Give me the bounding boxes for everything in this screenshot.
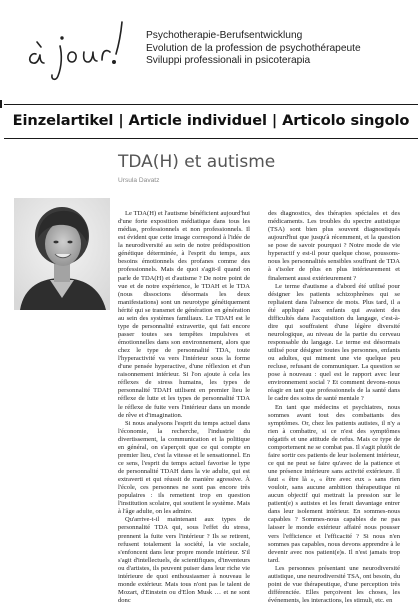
journal-line-it: Sviluppi professionali in psicoterapia	[146, 55, 311, 67]
article-type-banner: Einzelartikel | Article individuel | Articolo singolo	[12, 112, 410, 129]
article-body-left-column	[118, 210, 250, 604]
body-paragraph: Qu'arrive-t-il maintenant aux types de personnalité TDA qui, sous l'effet du stress, prennent la fuite vers l'intérieur ? Ils se retirent, refusent totalement la société, la vie sociale, s'enfoncent dans leur propre monde intérieur. S'il s'agit d'intellectuels, de scientifiques, d'inventeurs ou d'artistes, ils peuvent puiser dans leur riche vie intérieure de quoi enthousiasmer à nouveau le monde extérieur. Mais tous n'ont pas le talent de Mozart, d'Einstein ou d'Elon Musk … et ne sont donc	[118, 516, 250, 604]
journal-logo	[26, 8, 138, 86]
journal-subtitle	[146, 30, 416, 68]
body-paragraph: des diagnostics, des thérapies spéciales et des médicaments. Les troubles du spectre autistique (TSA) sont bien plus souvent diagnostiqués aujourd'hui que jusqu'à récemment, et la question se pose de savoir pourquoi ? Notre mode de vie hyperactif y est-il pour quelque chose, poussons-nous les personnalités sensibles souffrant de TDA à s'isoler de plus en plus intérieurement et finalement aussi extérieurement ?	[268, 210, 400, 282]
handwritten-logo-icon	[26, 8, 138, 86]
body-paragraph: Si nous analysons l'esprit du temps actuel dans l'économie, la recherche, l'industrie du divertissement, la communication et la politique en général, on s'aperçoit que ce qui compte en premier lieu, c'est la vitesse et le sensationnel. En ce sens, l'esprit du temps actuel favorise le type de personnalité TDAH dans la vie adulte, qui est extraverti et qui réussit de manière agressive. À l'école, ces personnes ne sont pas encore très populaires : ils remettent trop en question l'institution scolaire, qui soutient le système. Mais à l'âge adulte, on les admire.	[118, 419, 250, 516]
article-author: Ursula Davatz	[118, 177, 160, 184]
journal-line-de: Psychotherapie-Berufsentwicklung	[146, 30, 303, 41]
banner-bottom-rule	[4, 138, 418, 139]
body-paragraph: Le TDA(H) et l'autisme bénéficient aujourd'hui d'une forte exposition médiatique dans tous les médias, professionnels et non professionnels. Il est évident que cette image correspond à l'idée de la neurodiversité au sein de notre prédisposition génétique déterminée, à l'esprit du temps, aux besoins émotionnels des profanes comme des professionnels. Mais de quoi s'agit-il quand on parle de TDA(H) et d'autisme ? De notre point de vue et de notre expérience, le TDAH et le TDA (nous dissocions désormais les deux manifestations) sont un neurotype génétiquement hérité qui se transmet de génération en génération au sein des systèmes familiaux. Le TDAH est le type de personnalité extravertie, qui fait encore passer toutes ses tempêtes impulsives et émotionnelles dans son environnement, alors que chez le type de personnalité TDA, toute l'hyperactivité va vers l'intérieur sous la forme d'une pensée hyperactive, d'une réflexion et d'un raisonnement intérieur. Si l'on ajoute à cela les réflexes de stress humains, les types de personnalité TDAH utilisent en premier lieu le réflexe de lutte et les types de personnalité TDA le réflexe de fuite vers l'intérieur dans un monde de rêve et d'imagination.	[118, 210, 250, 419]
journal-line-fr: Evolution de la profession de psychothérapeute	[146, 42, 361, 54]
author-portrait	[14, 198, 110, 310]
body-paragraph: Les personnes présentant une neurodiversité autistique, une neurodiversité TSA, ont besoin, du point de vue thérapeutique, d'une perception très différenciée. Elles perçoivent les choses, les événements, les interactions, les stimuli, etc. en	[268, 564, 400, 604]
body-paragraph: Le terme d'autisme a d'abord été utilisé pour désigner les patients schizophrènes qui se repliaient dans l'absence de mots. Plus tard, il a été appliqué aux enfants qui avaient des difficultés dans l'acquisition du langage, c'est-à-dire qui souffraient d'une légère diversité neurologique, au niveau de la partie du cerveau responsable du langage. Le terme est désormais utilisé pour désigner toutes les personnes, enfants ou adultes, qui miment une vie quelque peu recluse, refusant de communiquer. La question se pose à nouveau : quel est le rapport avec leur environnement social ? Et comment devons-nous réagir en tant que professionnels de la santé dans le cadre des soins de santé mentale ?	[268, 282, 400, 403]
article-body-right-column	[268, 210, 400, 604]
article-title: TDA(H) et autisme	[118, 152, 276, 172]
portrait-photo-icon	[14, 198, 110, 310]
banner-top-rule	[4, 104, 418, 105]
body-paragraph: En tant que médecins et psychiatres, nous sommes avant tout des combattants des symptômes. Or, chez les patients autistes, il n'y a rien à combattre, si ce n'est des symptômes négatifs et une attitude de refus. Mais ce type de comportement ne se combat pas. Il s'agit plutôt de faire sortir ces patients de leur isolement intérieur, ce qui ne peut se faire qu'avec de la patience et une présence intérieure sans activité extérieure. Il faut « être là », « être avec eux » sans rien vouloir, sans aucune ambition thérapeutique ni aucun objectif qui mettrait la pression sur le patient(e) s autistes et les ferait davantage entrer dans leur isolement intérieur. En sommes-nous capables ? Sommes-nous capables de ne pas laisser le monde extérieur affairé nous pousser vers l'efficience et l'efficacité ? Si nous n'en sommes pas capables, nous devons apprendre à le devenir avec nos patient(e)s. Il n'est jamais trop tard.	[268, 403, 400, 564]
